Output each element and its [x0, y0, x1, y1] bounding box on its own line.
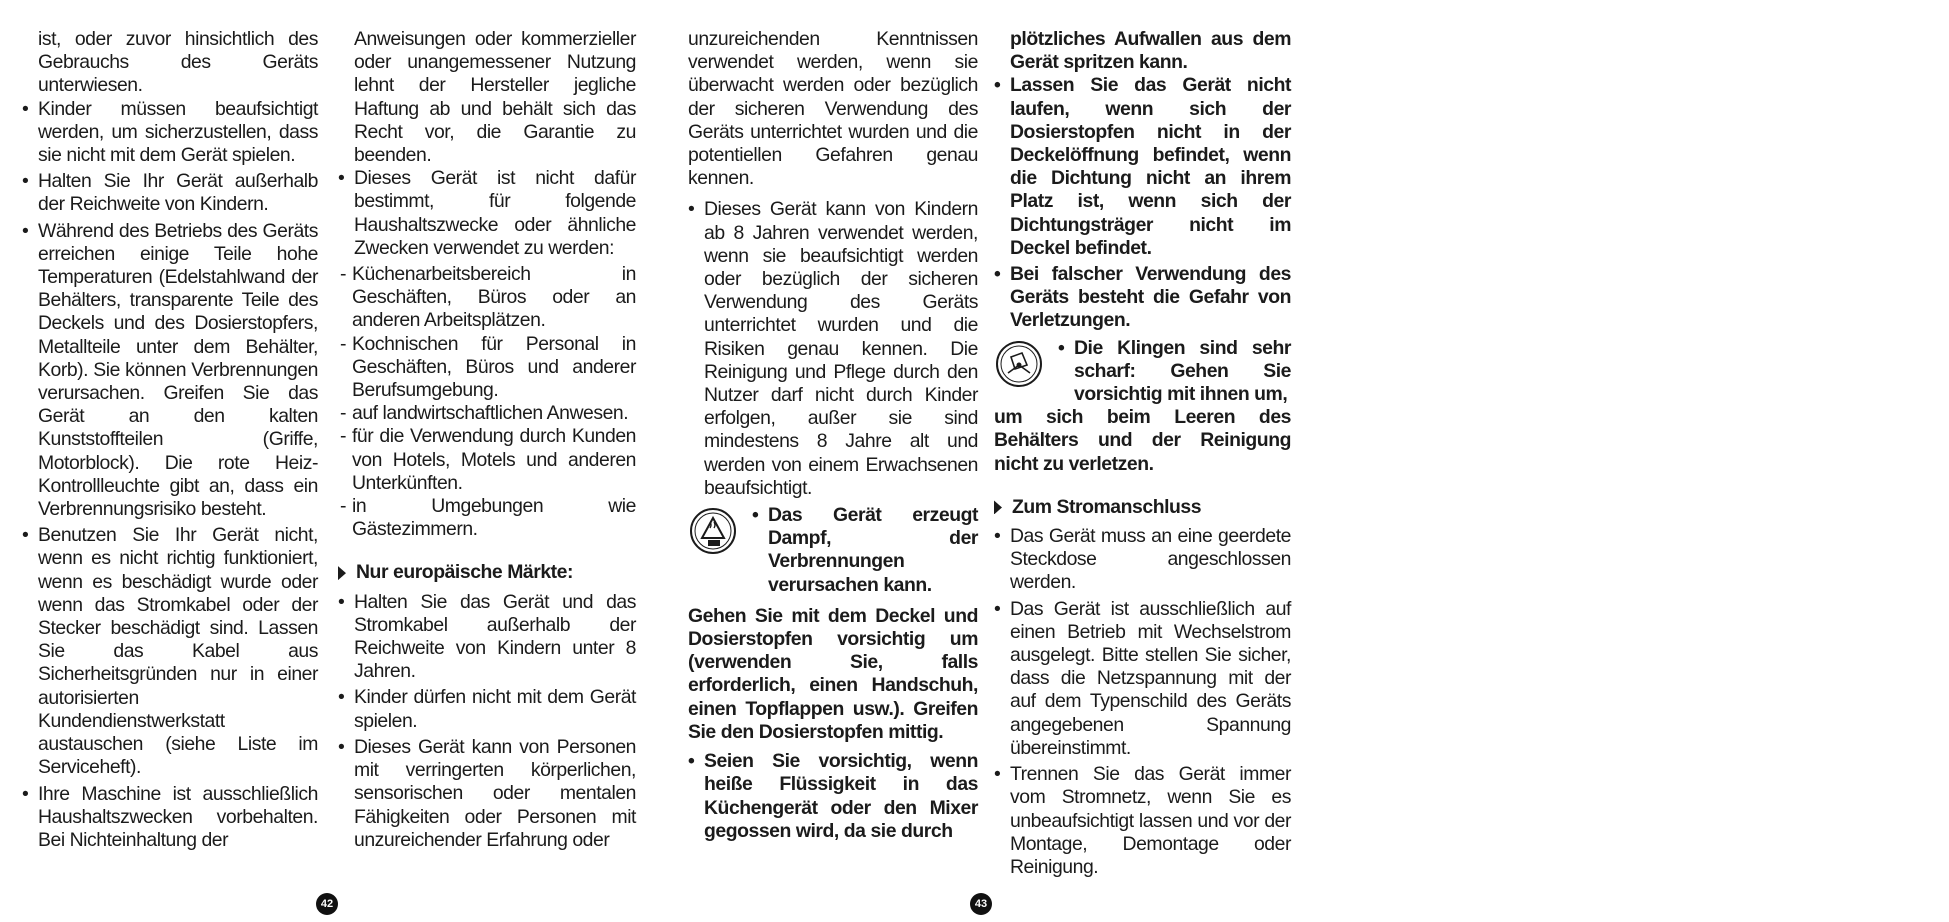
- dash-item: - Küchenarbeitsbereich in Geschäften, Büros oder an anderen Arbeitsplätzen.: [338, 263, 636, 333]
- list-item: • Trennen Sie das Gerät immer vom Stromnetz, wenn Sie es unbeaufsichtigt lassen und vor der Montage, Demontage oder Reinigung.: [994, 763, 1291, 879]
- paragraph: Anweisungen oder kommerzieller oder unangemessener Nutzung lehnt der Hersteller jegliche Haftung ab und behält sich das Recht vor, die Garantie zu beenden.: [354, 28, 636, 167]
- dash-item: - Kochnischen für Personal in Geschäften, Büros und anderer Berufsumgebung.: [338, 333, 636, 403]
- dash-item: - auf landwirtschaftlichen Anwesen.: [338, 402, 636, 425]
- section-heading: [338, 561, 636, 584]
- warning-block: [688, 504, 978, 597]
- list-item: • Dieses Gerät ist nicht dafür bestimmt, für folgende Haushaltszwecke oder ähnliche Zwecken verwendet zu werden:: [338, 167, 636, 260]
- list-item: • Halten Sie das Gerät und das Stromkabel außerhalb der Reichweite von Kindern unter 8 Jahren.: [338, 591, 636, 684]
- list-item: • Während des Betriebs des Geräts erreichen einige Teile hohe Temperaturen (Edelstahlwand der Behälters, transparente Teile des Deckels und des Dosierstopfers, Metallteile unter dem Behälter, Korb). Sie können Verbrennungen verursachen. Greifen Sie das Gerät an den kalten Kunststoffteilen (Griffe, Motorblock). Die rote Heiz-Kontrollleuchte gibt an, dass ein Verbrennungsrisiko besteht.: [22, 220, 318, 522]
- list-item: • Kinder müssen beaufsichtigt werden, um sicherzustellen, dass sie nicht mit dem Gerät spielen.: [22, 98, 318, 168]
- warning-block: [994, 337, 1291, 407]
- paragraph: unzureichenden Kenntnissen verwendet werden, wenn sie überwacht werden oder bezüglich der sicheren Verwendung des Geräts unterrichtet wurden und die potentiellen Gefahren genau kennen.: [688, 28, 978, 190]
- column-2: [338, 28, 636, 855]
- dash-item: - für die Verwendung durch Kunden von Hotels, Motels und anderen Unterkünften.: [338, 425, 636, 495]
- triangle-marker-icon: [994, 500, 1002, 514]
- page-number: 42: [316, 893, 338, 915]
- list-item: • Kinder dürfen nicht mit dem Gerät spielen.: [338, 686, 636, 732]
- blade-warning-icon: [994, 339, 1044, 389]
- section-heading-label: Nur europäische Märkte:: [356, 561, 574, 584]
- warning-text: • Die Klingen sind sehr scharf: Gehen Sie vorsichtig mit ihnen um,: [1058, 337, 1291, 407]
- triangle-marker-icon: [338, 566, 346, 580]
- paragraph: Gehen Sie mit dem Deckel und Dosierstopfen vorsichtig um (verwenden Sie, falls erforderlich, einen Handschuh, einen Topflappen usw.). Greifen Sie den Dosierstopfen mittig.: [688, 604, 978, 743]
- steam-warning-icon: [688, 506, 738, 556]
- dash-item: - in Umgebungen wie Gästezimmern.: [338, 495, 636, 541]
- column-1: [22, 28, 318, 855]
- section-heading: [994, 496, 1291, 519]
- page-number: 43: [970, 893, 992, 915]
- list-item: • Bei falscher Verwendung des Geräts besteht die Gefahr von Verletzungen.: [994, 263, 1291, 333]
- list-item: • Dieses Gerät kann von Personen mit verringerten körperlichen, sensorischen oder mentalen Fähigkeiten oder Personen mit unzureichender Erfahrung oder: [338, 736, 636, 852]
- list-item: • Benutzen Sie Ihr Gerät nicht, wenn es nicht richtig funktioniert, wenn es beschädigt wurde oder wenn das Stromkabel oder der Stecker beschädigt sind. Lassen Sie das Kabel aus Sicherheitsgründen nur in einer autorisierten Kundendienstwerkstatt austauschen (siehe Liste im Serviceheft).: [22, 524, 318, 779]
- paragraph: ist, oder zuvor hinsichtlich des Gebrauchs des Geräts unterwiesen.: [38, 28, 318, 97]
- paragraph: um sich beim Leeren des Behälters und der Reinigung nicht zu verletzen.: [994, 406, 1291, 475]
- column-4: [994, 28, 1291, 882]
- list-item: • Lassen Sie das Gerät nicht laufen, wenn sich der Dosierstopfen nicht in der Deckelöffnung befindet, wenn die Dichtung nicht an ihrem Platz ist, wenn sich der Dichtungsträger nicht im Deckel befindet.: [994, 74, 1291, 260]
- list-item: • Ihre Maschine ist ausschließlich Haushaltszwecken vorbehalten. Bei Nichteinhaltung der: [22, 783, 318, 853]
- list-item: • Das Gerät ist ausschließlich auf einen Betrieb mit Wechselstrom ausgelegt. Bitte stellen Sie sicher, dass die Netzspannung mit der auf dem Typenschild des Geräts angegebenen Spannung übereinstimmt.: [994, 598, 1291, 760]
- section-heading-label: Zum Stromanschluss: [1012, 495, 1202, 518]
- list-item: • Halten Sie Ihr Gerät außerhalb der Reichweite von Kindern.: [22, 170, 318, 216]
- column-3: [688, 28, 978, 846]
- list-item: • Seien Sie vorsichtig, wenn heiße Flüssigkeit in das Küchengerät oder den Mixer gegossen wird, da sie durch: [688, 750, 978, 843]
- list-item: • Dieses Gerät kann von Kindern ab 8 Jahren verwendet werden, wenn sie beaufsichtigt werden oder bezüglich der sicheren Verwendung des Geräts unterrichtet wurden und die Risiken genau kennen. Die Reinigung und Pflege durch den Nutzer darf nicht durch Kinder erfolgen, außer sie sind mindestens 8 Jahre alt und werden von einem Erwachsenen beaufsichtigt.: [688, 198, 978, 500]
- paragraph: plötzliches Aufwallen aus dem Gerät spritzen kann.: [1010, 28, 1291, 74]
- warning-text: • Das Gerät erzeugt Dampf, der Verbrennungen verursachen kann.: [752, 504, 978, 597]
- list-item: • Das Gerät muss an eine geerdete Steckdose angeschlossen werden.: [994, 525, 1291, 595]
